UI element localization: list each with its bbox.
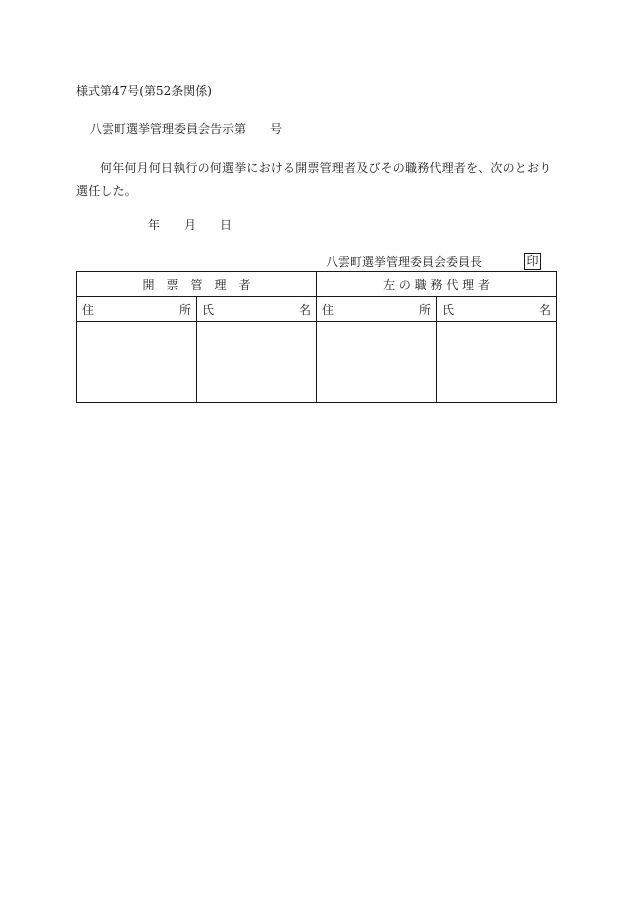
chairman-title: 八雲町選挙管理委員会委員長 — [326, 255, 483, 269]
name-label-first: 氏 — [202, 303, 215, 317]
date-year: 年 — [148, 218, 161, 232]
date-line — [148, 217, 232, 233]
deputy-address-header — [317, 297, 437, 322]
table-header-row — [77, 272, 557, 297]
address-label-second: 所 — [419, 303, 432, 317]
address-label-first: 住 — [322, 303, 335, 317]
officers-table — [76, 271, 557, 403]
address-label-second: 所 — [178, 303, 191, 317]
name-label-first: 氏 — [442, 303, 455, 317]
notice-body: 何年何月何日執行の何選挙における開票管理者及びその職務代理者を、次のとおり選任した。 — [76, 161, 552, 198]
manager-address-header — [77, 297, 197, 322]
table-row — [77, 322, 557, 403]
address-label-first: 住 — [82, 303, 95, 317]
deputy-header: 左 の 職 務 代 理 者 — [317, 272, 557, 297]
name-label-second: 名 — [299, 303, 312, 317]
date-month: 月 — [184, 218, 197, 232]
date-day: 日 — [220, 218, 233, 232]
form-number: 様式第47号(第52条関係) — [76, 84, 212, 98]
manager-address-cell — [77, 322, 197, 403]
manager-name-header — [197, 297, 317, 322]
deputy-name-header — [437, 297, 557, 322]
counting-manager-header: 開 票 管 理 者 — [77, 272, 317, 297]
notice-title: 八雲町選挙管理委員会告示第 号 — [90, 122, 283, 136]
deputy-address-cell — [317, 322, 437, 403]
seal-mark: 印 — [524, 253, 541, 270]
deputy-name-cell — [437, 322, 557, 403]
name-label-second: 名 — [539, 303, 552, 317]
manager-name-cell — [197, 322, 317, 403]
table-subheader-row — [77, 297, 557, 322]
